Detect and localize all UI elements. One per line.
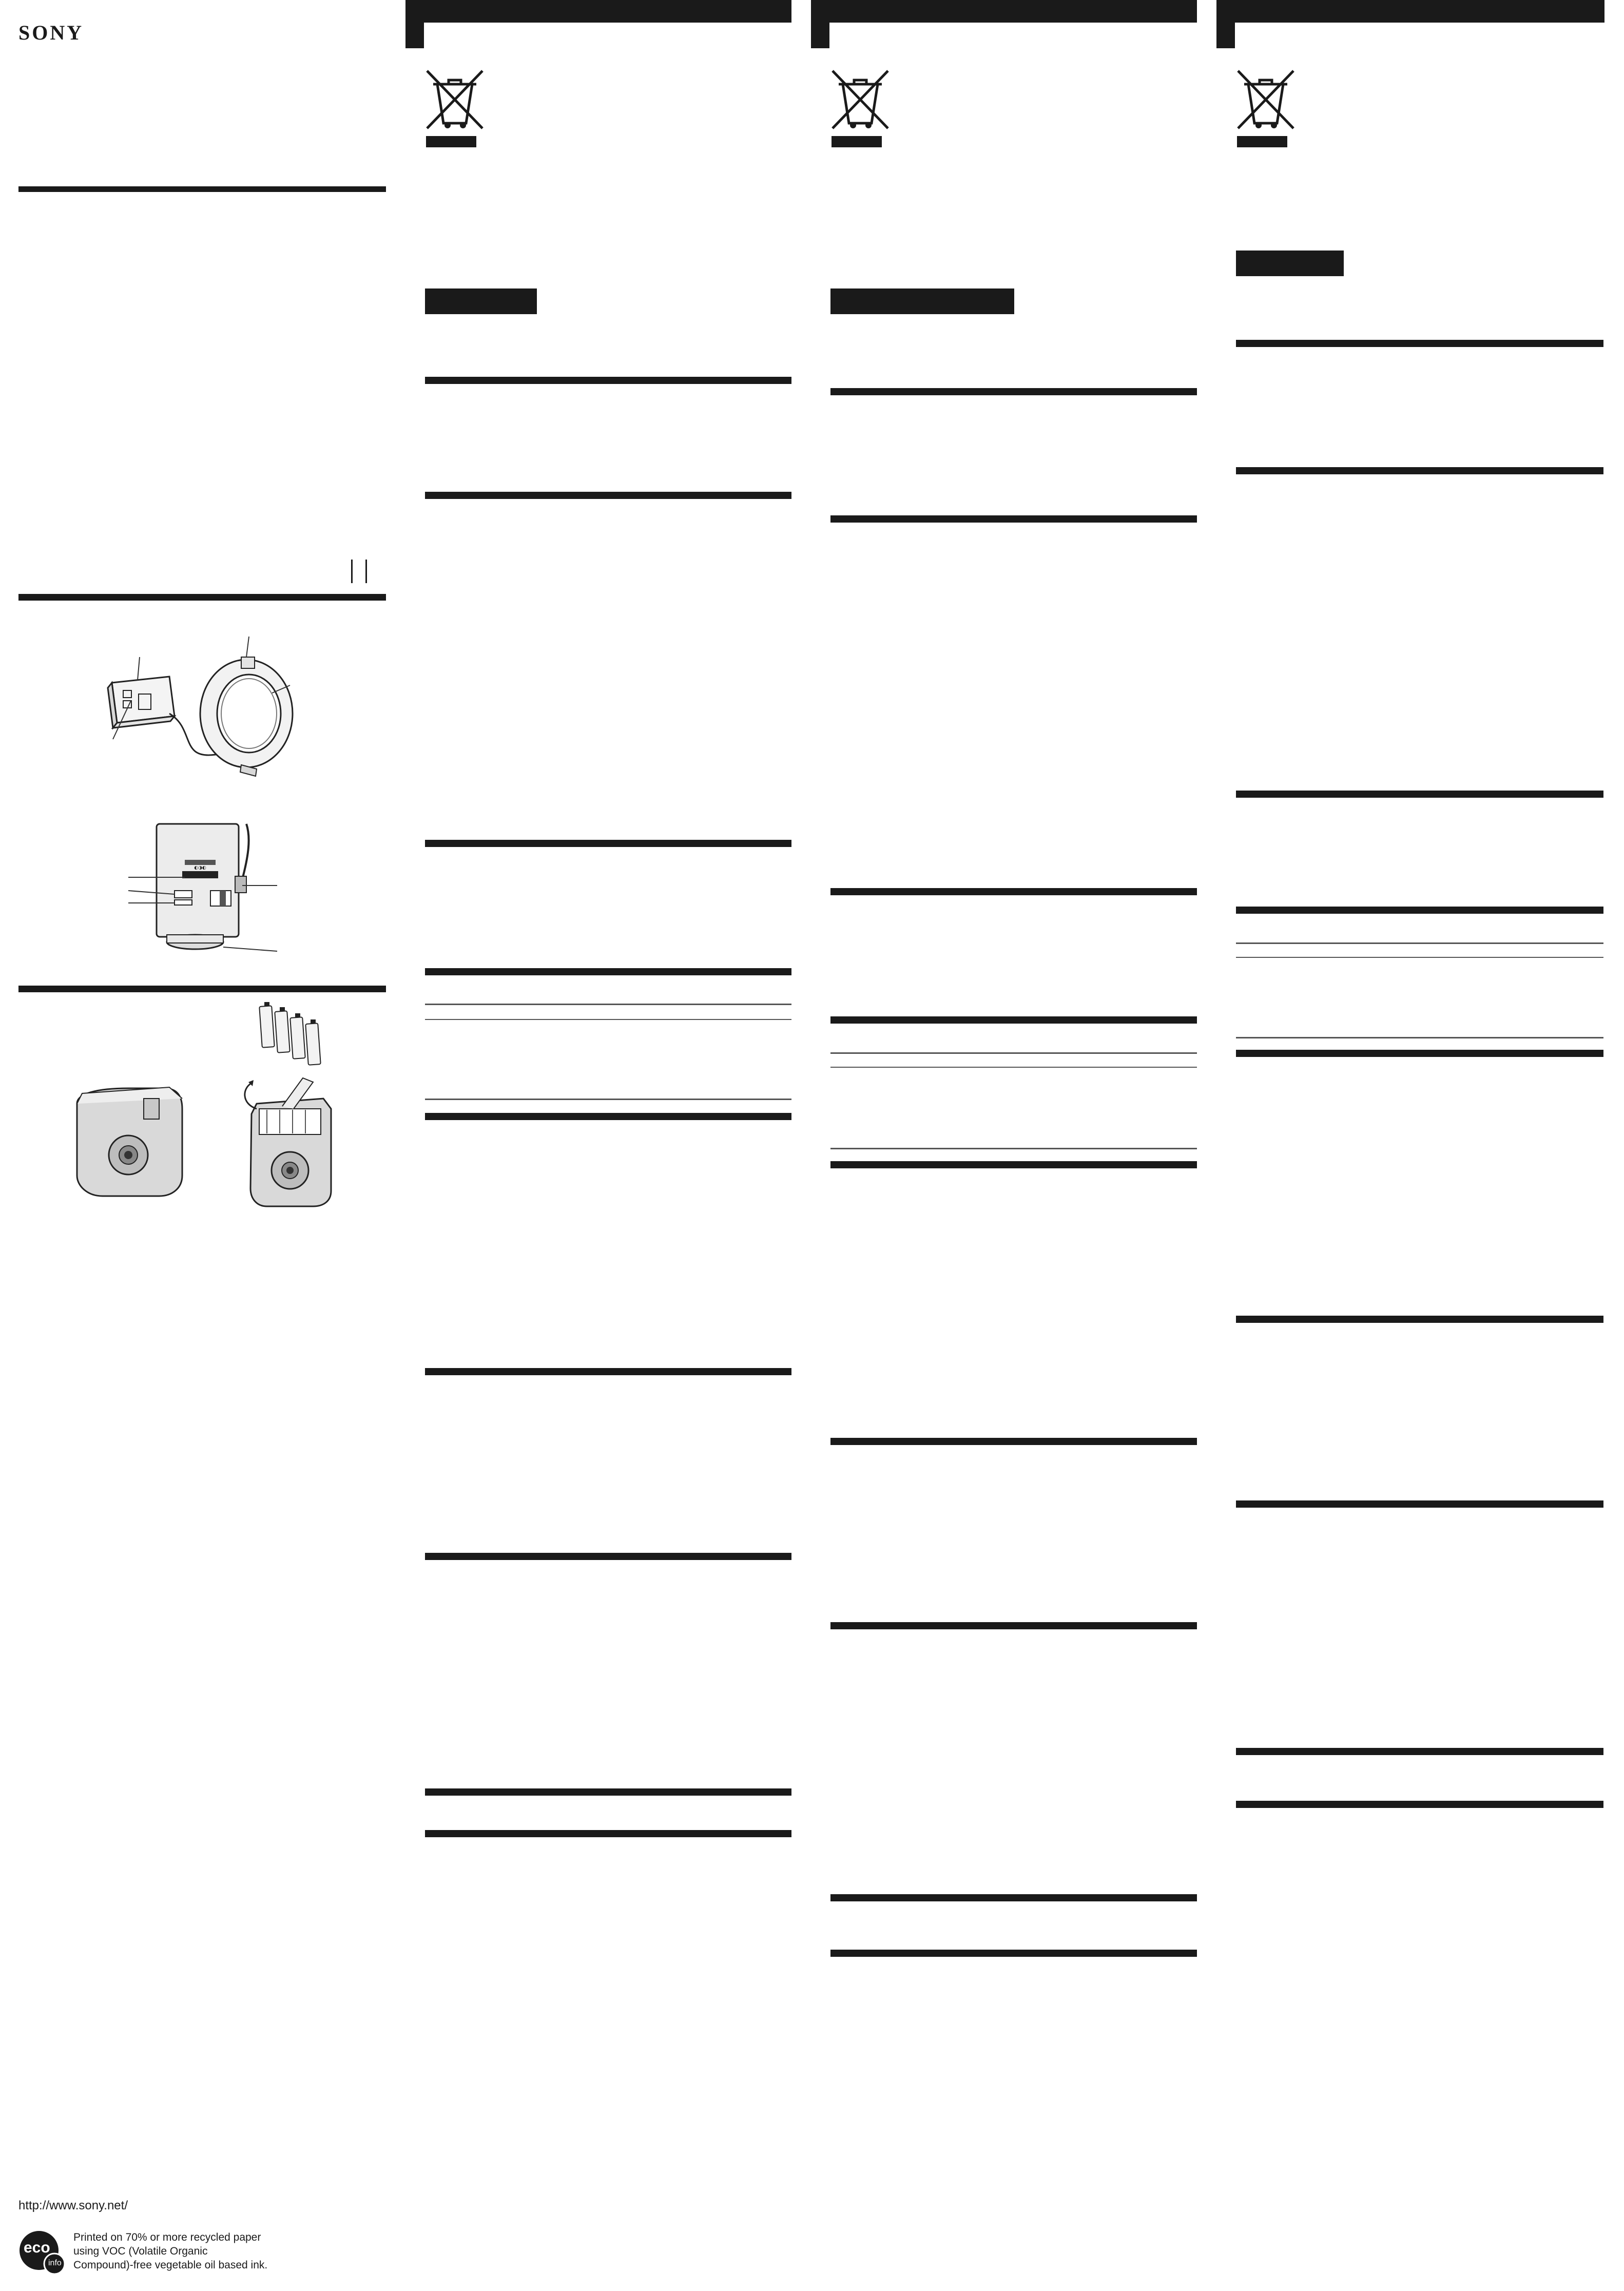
brand-logo: SONY: [18, 21, 84, 44]
rule: [425, 840, 791, 847]
crossed-bin-icon: [1234, 68, 1297, 132]
heading-block-col2: [425, 288, 537, 314]
rule: [1236, 1500, 1603, 1508]
battery-compartment-closed-illustration: [67, 1078, 195, 1201]
eco-info-logo: [18, 2228, 66, 2275]
model-mark: [349, 560, 372, 583]
table-rule: [425, 1019, 791, 1020]
crossed-bin-icon: [423, 68, 486, 132]
weee-symbol-col2: [423, 68, 486, 150]
rule: [1236, 1316, 1603, 1323]
rule: [830, 1016, 1197, 1024]
title-rule: [18, 186, 386, 192]
rule: [830, 888, 1197, 895]
tab-notch-col3: [811, 23, 829, 48]
rule: [1236, 1748, 1603, 1755]
rule: [1236, 1050, 1603, 1057]
section-rule-batteries: [18, 986, 386, 992]
rule: [830, 388, 1197, 395]
rule: [425, 1368, 791, 1375]
tab-notch-col4: [1216, 23, 1235, 48]
table-rule: [1236, 1037, 1603, 1038]
rule: [830, 515, 1197, 523]
rule: [830, 1950, 1197, 1957]
ring-light-illustration: [92, 637, 318, 801]
table-rule: [830, 1067, 1197, 1068]
control-panel-illustration: [128, 819, 282, 962]
svg-text:◐◑◐: ◐◑◐: [194, 865, 206, 871]
table-rule: [830, 1148, 1197, 1149]
rule: [425, 1113, 791, 1120]
eco-logo-word: eco: [24, 2239, 50, 2256]
heading-block-col4: [1236, 251, 1344, 276]
rule: [425, 1553, 791, 1560]
tab-notch-col2: [405, 23, 424, 48]
rule: [830, 1438, 1197, 1445]
batteries-illustration: [241, 1001, 328, 1078]
battery-compartment-open-illustration: [236, 1073, 344, 1211]
rule: [1236, 1801, 1603, 1808]
rule: [1236, 791, 1603, 798]
rule: [425, 1788, 791, 1796]
rule: [425, 492, 791, 499]
rule: [1236, 907, 1603, 914]
table-rule: [425, 1004, 791, 1005]
rule: [425, 1830, 791, 1837]
rule: [830, 1894, 1197, 1901]
table-rule: [1236, 957, 1603, 958]
language-tab-col4: [1216, 0, 1604, 23]
rule: [1236, 467, 1603, 474]
crossed-bin-icon: [828, 68, 891, 132]
eco-statement: [73, 2230, 289, 2272]
language-tab-col3: [811, 0, 1197, 23]
rule: [425, 968, 791, 975]
eco-line: using VOC (Volatile Organic: [73, 2245, 208, 2257]
language-tab-col2: [405, 0, 791, 23]
weee-symbol-col3: [828, 68, 891, 150]
heading-block-col3: [830, 288, 1014, 314]
table-rule: [830, 1052, 1197, 1054]
website-url: http://www.sony.net/: [18, 2199, 128, 2212]
table-rule: [425, 1099, 791, 1100]
rule: [425, 377, 791, 384]
eco-logo-sub: info: [48, 2259, 62, 2267]
eco-line: Compound)-free vegetable oil based ink.: [73, 2259, 268, 2271]
rule: [830, 1622, 1197, 1629]
rule: [1236, 340, 1603, 347]
section-rule-illustrations: [18, 594, 386, 601]
table-rule: [1236, 942, 1603, 944]
eco-line: Printed on 70% or more recycled paper: [73, 2231, 261, 2243]
weee-symbol-col4: [1234, 68, 1297, 150]
rule: [830, 1161, 1197, 1168]
